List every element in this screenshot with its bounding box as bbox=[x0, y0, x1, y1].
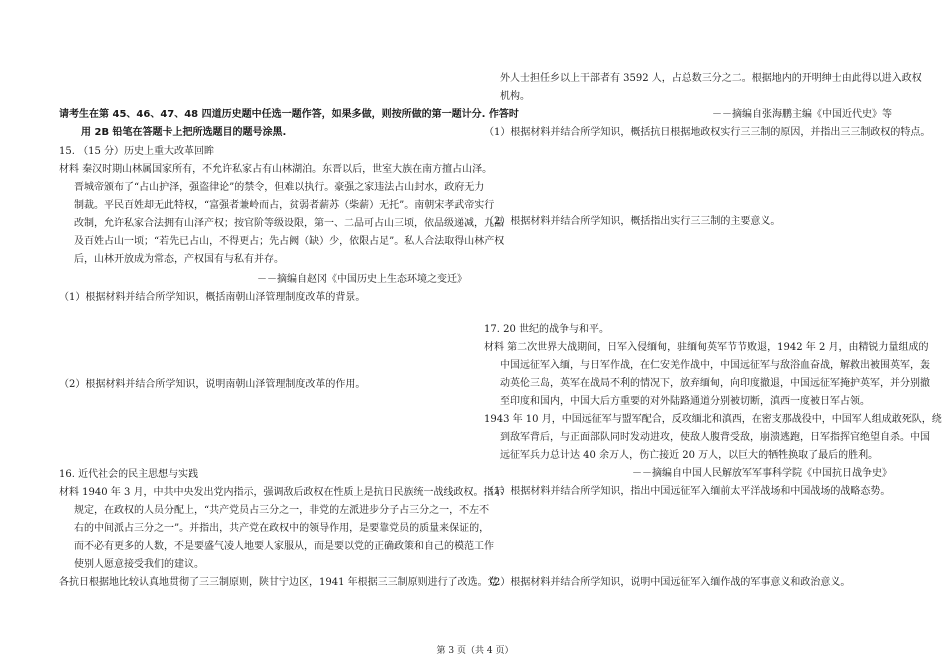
q17-material-line: 中国远征军入缅，与日军作战，在仁安羌作战中，中国远征军与敌浴血奋战，解救出被围英军，轰 bbox=[500, 360, 930, 371]
q17-material-line: 材料 第二次世界大战期间，日军入侵缅甸，驻缅甸英军节节败退，1942 年 2 月，由精锐力量组成的 bbox=[484, 342, 929, 353]
q15-material-line: 改制，允许私家合法拥有山泽产权；按官阶等级设限，第一、二品可占山三顷，依品级递减，九品 bbox=[74, 218, 504, 229]
instruction-line-1: 请考生在第 45、46、47、48 四道历史题中任选一题作答，如果多做，则按所做的第一题计分. 作答时 bbox=[59, 109, 519, 120]
q16-source: －－摘编自张海鹏主编《中国近代史》等 bbox=[712, 109, 892, 120]
q17-material-line: 远征军兵力总计达 40 余万人，伤亡接近 20 万人，以巨大的牺牲换取了最后的胜利。 bbox=[500, 450, 879, 461]
q15-material-line: 及百姓占山一顷；“若先已占山，不得更占；先占阙（缺）少，依限占足”。私人合法取得山林产权 bbox=[74, 236, 505, 247]
q16-material-line: 材料 1940 年 3 月，中共中央发出党内指示，强调敌后政权在性质上是抗日民族统一战线政权。指示 bbox=[59, 487, 504, 498]
q16-material-line: 右的中间派占三分之一”。并指出，共产党在政权中的领导作用，是要靠党员的质量来保证的， bbox=[74, 523, 490, 534]
q16-material-line: 使别人愿意接受我们的建议。 bbox=[74, 559, 204, 570]
page-footer: 第 3 页（共 4 页） bbox=[436, 646, 514, 656]
q16-material-line: 规定，在政权的人员分配上，“共产党员占三分之一，非党的左派进步分子占三分之一，不左不 bbox=[74, 505, 490, 516]
q16-continued-line: 外人士担任乡以上干部者有 3592 人，占总数三分之二。根据地内的开明绅士由此得以进入政权 bbox=[500, 73, 922, 84]
q15-material-line: 晋城帝颁布了“占山护泽，强盗律论”的禁令，但难以执行。豪强之家违法占山封水，政府无力 bbox=[74, 182, 485, 193]
q15-material-line: 制裁。平民百姓却无此特权，“富强者兼岭而占，贫弱者薪苏（柴薪）无托”。南朝宋孝武帝实行 bbox=[74, 200, 495, 211]
q17-material-line: 至印度和国内，中国大后方重要的对外陆路通道分别被切断，滇西一度被日军占领。 bbox=[500, 396, 870, 407]
q16-question-2: （2）根据材料并结合所学知识，概括指出实行三三制的主要意义。 bbox=[484, 216, 781, 227]
q17-title: 17. 20 世纪的战争与和平。 bbox=[484, 324, 609, 335]
q17-source: －－摘编自中国人民解放军军事科学院《中国抗日战争史》 bbox=[632, 468, 892, 479]
q15-material-line: 材料 秦汉时期山林属国家所有，不允许私家占有山林湖泊。东晋以后，世室大族在南方擅占山泽。 bbox=[59, 164, 493, 175]
q15-material-line: 后，山林开放成为常态，产权国有与私有并存。 bbox=[74, 254, 284, 265]
q16-material-line: 各抗日根据地比较认真地贯彻了三三制原则，陕甘宁边区，1941 年根据三三制原则进行了改选。党 bbox=[59, 577, 498, 588]
q17-question-1: （1）根据材料并结合所学知识，指出中国远征军入缅前太平洋战场和中国战场的战略态势。 bbox=[484, 486, 891, 497]
instruction-line-2: 用 2B 铅笔在答题卡上把所选题目的题号涂黑. bbox=[81, 127, 287, 138]
q17-material-line: 动英伦三岛，英军在战局不利的情况下，放弃缅甸，向印度撤退，中国远征军掩护英军，并分别撤 bbox=[500, 378, 930, 389]
q16-continued-line: 机构。 bbox=[500, 91, 530, 102]
q17-material-line: 1943 年 10 月，中国远征军与盟军配合，反攻缅北和滇西，在密支那战役中，中国军人组成敢死队，绕 bbox=[484, 414, 942, 425]
q16-question-1: （1）根据材料并结合所学知识，概括抗日根据地政权实行三三制的原因，并指出三三制政权的特点。 bbox=[484, 127, 931, 138]
q16-title: 16. 近代社会的民主思想与实践 bbox=[59, 469, 199, 480]
q16-material-line: 而不必有更多的人数，不是要盛气凌人地要人家服从，而是要以党的正确政策和自己的模范工作 bbox=[74, 541, 494, 552]
q15-title: 15. （15 分）历史上重大改革回眸 bbox=[59, 146, 214, 157]
q15-question-1: （1）根据材料并结合所学知识，概括南朝山泽管理制度改革的背景。 bbox=[59, 292, 366, 303]
q17-question-2: （2）根据材料并结合所学知识，说明中国远征军入缅作战的军事意义和政治意义。 bbox=[484, 577, 851, 588]
q15-question-2: （2）根据材料并结合所学知识，说明南朝山泽管理制度改革的作用。 bbox=[59, 379, 366, 390]
q17-material-line: 到敌军背后，与正面部队同时发动进攻，使敌人腹背受敌，崩溃逃跑，日军指挥官绝望自杀。中国 bbox=[500, 432, 930, 443]
q15-source: －－摘编自赵冈《中国历史上生态环境之变迁》 bbox=[257, 274, 467, 285]
